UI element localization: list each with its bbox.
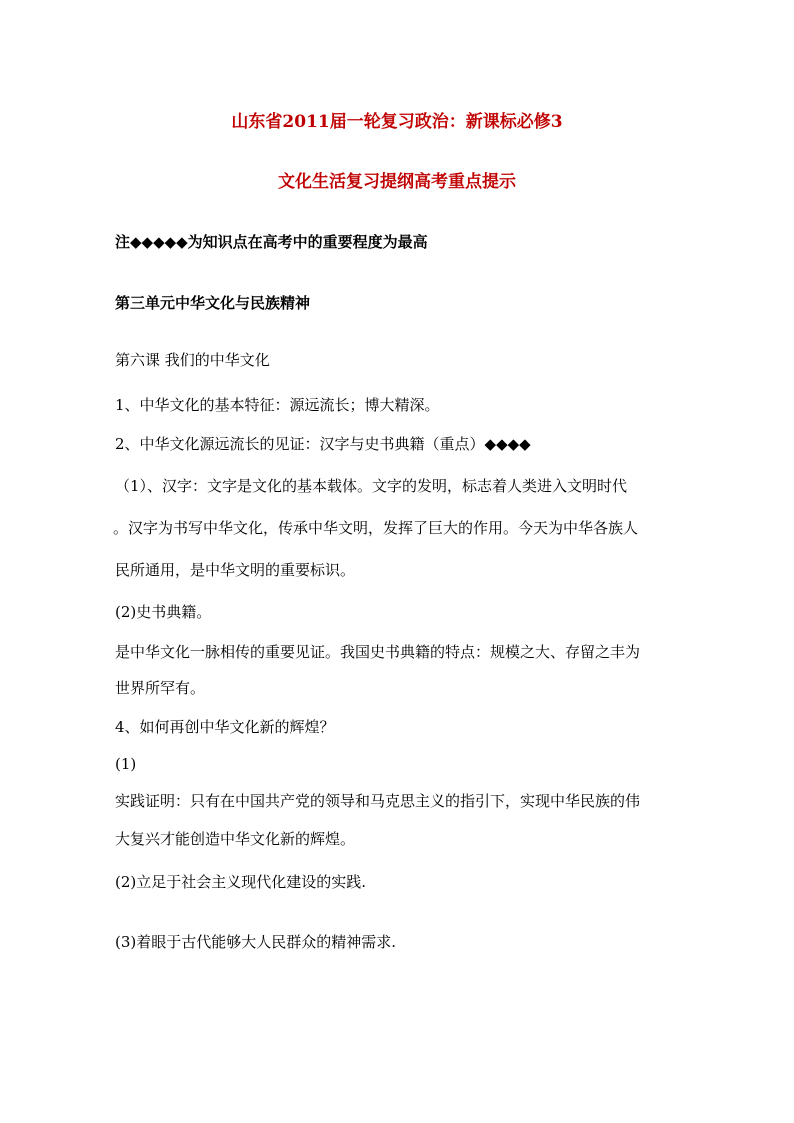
paragraph-item-1: (1)	[115, 755, 137, 773]
paragraph-text-line: 。汉字为书写中华文化，传承中华文明，发挥了巨大的作用。今天为中华各族人	[113, 519, 639, 537]
unit-heading: 第三单元中华文化与民族精神	[115, 294, 311, 312]
paragraph-history-books: (2)史书典籍。	[115, 603, 212, 621]
paragraph-text-line: 实践证明：只有在中国共产党的领导和马克思主义的指引下，实现中华民族的伟	[115, 792, 641, 810]
paragraph-feature: 1、中华文化的基本特征：源远流长；博大精深。	[115, 396, 440, 414]
paragraph-text-line: 是中华文化一脉相传的重要见证。我国史书典籍的特点：规模之大、存留之丰为	[115, 643, 641, 661]
paragraph-question: 4、如何再创中华文化新的辉煌？	[115, 718, 335, 736]
title-line-2: 文化生活复习提纲高考重点提示	[278, 172, 516, 192]
paragraph-chinese-characters: （1）、汉字：文字是文化的基本载体。文字的发明，标志着人类进入文明时代	[115, 477, 628, 495]
title-line-1: 山东省2011届一轮复习政治：新课标必修3	[231, 112, 563, 132]
paragraph-text-line: 民所通用，是中华文明的重要标识。	[115, 561, 356, 579]
importance-note: 注◆◆◆◆◆为知识点在高考中的重要程度为最高	[115, 233, 428, 251]
paragraph-item-2: (2)立足于社会主义现代化建设的实践.	[115, 873, 367, 891]
paragraph-evidence: 2、中华文化源远流长的见证：汉字与史书典籍（重点）◆◆◆◆	[115, 435, 531, 453]
paragraph-text-line: 世界所罕有。	[115, 679, 206, 697]
paragraph-item-3: (3)着眼于古代能够大人民群众的精神需求.	[115, 933, 397, 951]
paragraph-text-line: 大复兴才能创造中华文化新的辉煌。	[115, 830, 356, 848]
lesson-heading: 第六课 我们的中华文化	[115, 351, 270, 369]
